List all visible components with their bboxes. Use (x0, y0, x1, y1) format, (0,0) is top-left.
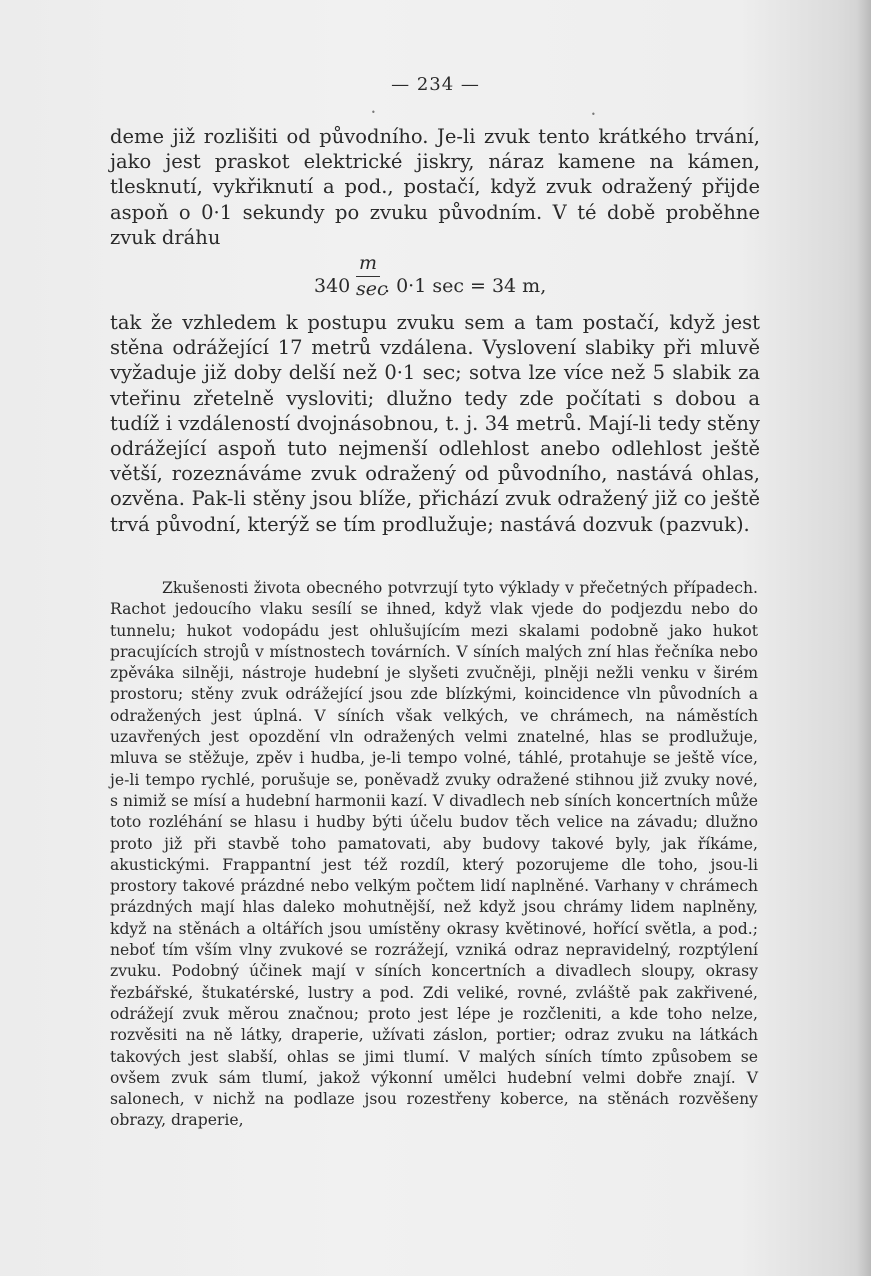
formula-number: 340 (314, 275, 351, 298)
fraction-bar (356, 276, 380, 277)
paragraph-3: Zkušenosti života obecného potvrzují tyto výklady v přečetných případech. Rachot jedoucího vlaku sesílí se ihned, když vlak vjede do podjezdu nebo do tunnelu; hukot vodopádu jest ohlušujícím mezi skalami podobně jako hukot pracujících strojů v místnostech továrních. V síních malých zní hlas řečníka nebo zpěváka silněji, nástroje hudební je slyšeti zvučněji, plněji nežli venku v širém prostoru; stěny zvuk odrážející jsou zde blízkými, koincidence vln původních a odražených jest úplná. V síních však velkých, ve chrámech, na náměstích uzavřených jest opozdění vln odražených velmi znatelné, hlas se prodlužuje, mluva se stěžuje, zpěv i hudba, je-li tempo volné, táhlé, protahuje se ještě více, je-li tempo rychlé, porušuje se, poněvadž zvuky odražené stihnou již zvuky nové, s nimiž se mísí a hudební harmonii kazí. V divadlech neb síních koncertních může toto rozléhání se hlasu i hudby býti účelu budov těch velice na závadu; dlužno proto již při stavbě toho pamatovati, aby budovy takové byly, jak říkáme, akustickými. Frappantní jest též rozdíl, který pozorujeme dle toho, jsou-li prostory takové prázdné nebo velkým počtem lidí naplněné. Varhany v chrámech prázdných mají hlas daleko mohutnější, než když jsou chrámy lidem naplněny, když na stěnách a oltářích jsou umístěny okrasy květinové, hořící světla, a pod.; neboť tím vším vlny zvukové se rozrážejí, vzniká odraz nepravidelný, rozptýlení zvuku. Podobný účinek mají v síních koncertních a divadlech sloupy, okrasy řezbářské, štukatérské, lustry a pod. Zdi veliké, rovné, zvláště pak zakřivené, odrážejí zvuk měrou značnou; proto jest lépe je rozčleniti, a kde toho nelze, rozvěsiti na ně látky, draperie, užívati záslon, portier; odraz zvuku na látkách takových jest slabší, ohlas se jimi tlumí. V malých síních tímto způsobem se ovšem zvuk sám tlumí, jakož výkonní umělci hudební velmi dobře znají. V salonech, v nichž na podlaze jsou rozestřeny koberce, na stěnách rozvěšeny obrazy, draperie, (110, 579, 758, 1130)
main-text (110, 124, 760, 537)
print-speck: • (371, 108, 376, 117)
page-number: — 234 — (391, 74, 480, 95)
paragraph-2: tak že vzhledem k postupu zvuku sem a tam postačí, když jest stěna odrážející 17 metrů vzdálena. Vyslovení slabiky při mluvě vyžaduje již doby delší než 0·1 sec; sotva lze více než 5 slabik za vteřinu zřetelně vysloviti; dlužno tedy zde počítati s dobou a tudíž i vzdáleností dvojnásobnou, t. j. 34 metrů. Mají-li tedy stěny odrážející aspoň tuto nejmenší odlehlost anebo odlehlost ještě větší, rozeznáváme zvuk odražený od původního, nastává ohlas, ozvěna. Pak-li stěny jsou blíže, přichází zvuk odražený již co ještě trvá původní, kterýž se tím prodlužuje; nastává dozvuk (pazvuk). (110, 311, 760, 536)
fraction-denominator: sec (356, 278, 388, 301)
fraction-numerator: m (358, 252, 378, 275)
print-speck: • (591, 110, 596, 119)
page-edge (857, 0, 871, 1276)
formula-rest: . 0·1 sec = 34 m, (384, 275, 547, 298)
formula (110, 252, 760, 310)
paragraph-1: deme již rozlišiti od původního. Je-li zvuk tento krátkého trvání, jako jest praskot elektrické jiskry, náraz kamene na kámen, tlesknutí, vykřiknutí a pod., postačí, když zvuk odražený přijde aspoň o 0·1 sekundy po zvuku původním. V té době proběhne zvuk dráhu (110, 125, 760, 249)
formula-fraction (356, 252, 388, 301)
small-text (110, 578, 758, 1132)
